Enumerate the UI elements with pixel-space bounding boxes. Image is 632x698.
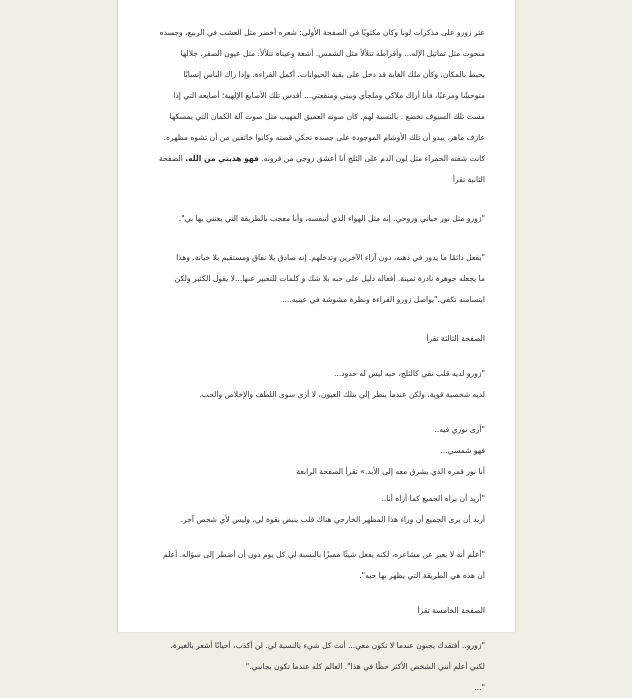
text-line: يحيط بالمكان، وكأن ملك الغابة قد دخل على بقية الحيوانات. أكمل القراءة. وإذا راك الناس إنسانًا — [183, 70, 485, 79]
bold-phrase: فهو هديتي من الله. — [185, 154, 259, 163]
paragraph — [143, 635, 485, 698]
text-line: عازف ماهر. يبدو أن تلك الأوشام الموجودة على جسده تحكي قصته وكانوا خائفين من أن تشوه مظهره. — [163, 133, 485, 142]
text-line: لكني أعلم أنني الشخص الأكثر حظًا في هذا". العالم كله عندما تكون بجانبي." — [245, 662, 485, 671]
text-line: أريد أن يرى الجميع أن وراء هذا المظهر الخارجي هناك قلب ينبض بقوة لي، وليس لأي شخص آخر. — [180, 515, 485, 524]
quote-paragraph: "زورو مثل نور حياتي وروحي. إنه مثل الهواء الذي أتنفسه، وأنا معجب بالطريقة التي يعتني بها بي". — [178, 214, 485, 223]
text-line: "... — [474, 683, 485, 692]
text-line: "أرى نوري فيه.. — [434, 425, 485, 434]
text-line: فهو شمسي... — [440, 446, 485, 455]
page-three-heading: الصفحة الثالثة تقرأ — [426, 334, 485, 343]
text-line: "زورو لديه قلب نقي كالثلج، حبه ليس له حدود... — [334, 369, 485, 378]
document-page — [117, 0, 516, 692]
text-line: كانت شفته الحمراء مثل لون الدم على الثلج أنا أعشق زوجي من قرونه. فهو هديتي من الله. الصفحة — [159, 154, 485, 163]
text-line: ابتسامته تكفي."يواصل زورو القراءة ونظرة مشوشة في عينيه.... — [282, 295, 485, 304]
text-line: أن هذه هي الطريقة التي يظهر بها حبه". — [359, 571, 485, 580]
text-line: لديه شخصية قوية، ولكن عندما ينظر إلي بتلك العيون، لا أرى سوى اللطف والإخلاص والحب. — [199, 390, 485, 399]
text-line: "يفعل دائمًا ما يدور في ذهنه، دون آراء الآخرين وتدخلهم. إنه صادق بلا نفاق ومستقيم بلا خيانة. وهذا — [176, 253, 485, 262]
poem-block — [143, 419, 485, 482]
paragraph — [143, 488, 485, 530]
page-five-heading: الصفحة الخامسة تقرأ — [417, 606, 485, 615]
intro-paragraph — [143, 22, 485, 190]
text-line: ما يجعله جوهرة نادرة ثمينة. أفعاله دليل على حبه بلا شك و كلمات للتعبير عنها...لا يقول الكثير ولكن — [174, 274, 485, 283]
text-line: متوحشًا ومرعبًا، فأنا أراك ملاكي وملجأي وبيتي ومنفعتي... أقدس تلك الأصابع الإلهية؛ أصابعه التي إذا — [173, 91, 485, 100]
text-line: أنا نور قمره الذي يشرق معه إلى الأبد.» تقرأ الصفحة الرابعة — [296, 467, 485, 476]
text-line: "أعلم أنه لا يعبر عن مشاعره، لكنه يفعل شيئًا مميزًا بالنسبة لي كل يوم دون أن أضطر إلى سؤاله. أعلم — [163, 550, 485, 559]
document-content — [118, 0, 515, 698]
paragraph — [143, 544, 485, 586]
text-line: منحوت مثل تماثيل الإله... وأقراطه تتلألأ مثل الشمس. أشعة وعيناه تتلألأ. مثل عيون الصقر، جلالها — [180, 49, 485, 58]
text-line: مست تلك السيوف تخضع . بالنسبة لهم. كان صوته العميق المهيب مثل صوت آلة الكمان التي يمسكها — [169, 112, 485, 121]
paragraph — [143, 363, 485, 405]
paragraph — [143, 247, 485, 310]
text-line: "أريد أن يراه الجميع كما أراه أنا.. — [381, 494, 485, 503]
text-line: "زورو.. أفتقدك بجنون عندما لا تكون معي... أنت كل شيء بالنسبة لي. لن أكذب، أحيانًا أشعر بالغيرة، — [170, 641, 485, 650]
page-two-heading: الثانية تقرأ — [452, 175, 485, 184]
text-line: عثر زورو على مذكرات لونا وكان مكتوبًا في الصفحة الأولى: شعره أخضر مثل العشب في الربيع، وجسده — [159, 28, 485, 37]
